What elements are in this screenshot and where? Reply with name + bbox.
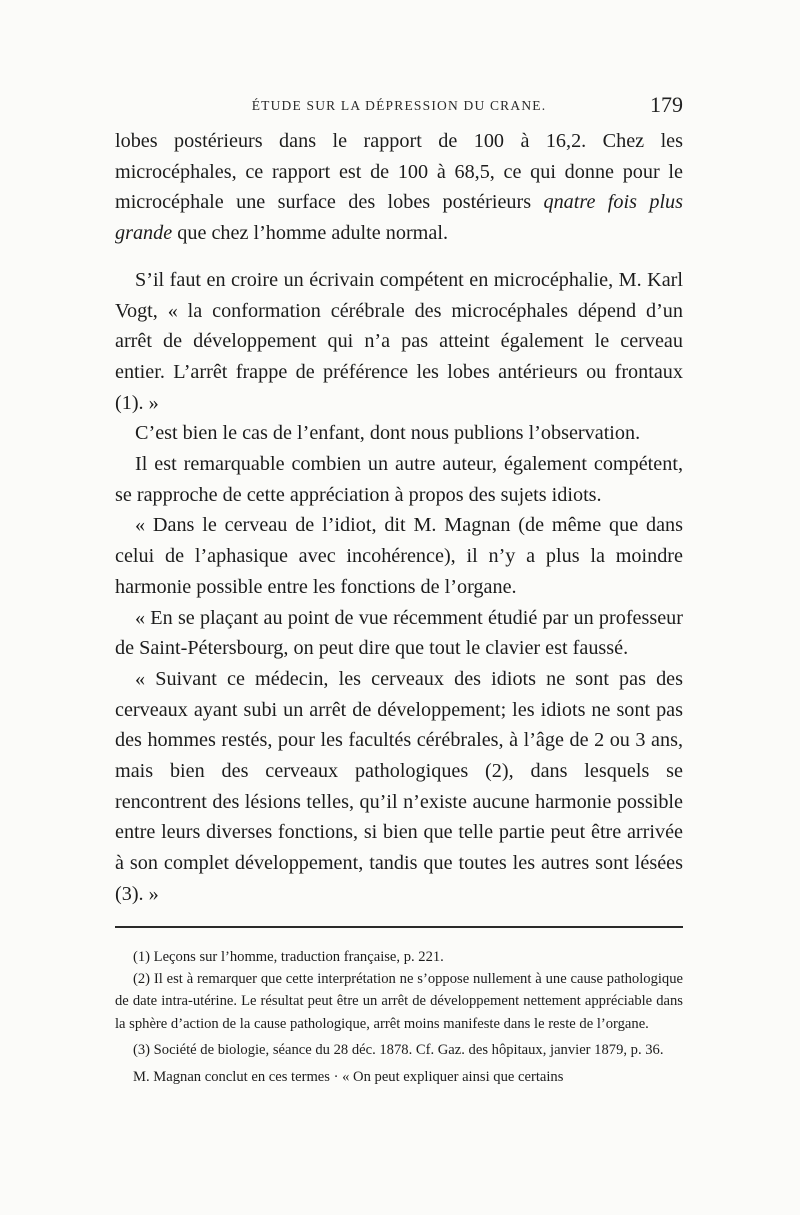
footnote-continuation: M. Magnan conclut en ces termes · « On peut expliquer ainsi que certains xyxy=(133,1068,564,1085)
book-page xyxy=(115,92,683,1088)
paragraph-5: « Dans le cerveau de l’idiot, dit M. Magnan (de même que dans celui de l’aphasique avec incohérence), il n’y a plus la moindre harmonie possible entre les fonctions de l’organe. xyxy=(115,514,683,598)
running-head xyxy=(115,92,683,124)
body-text xyxy=(115,126,683,910)
paragraph-7: « Suivant ce médecin, les cerveaux des idiots ne sont pas des cerveaux ayant subi un arrêt de développement; les idiots ne sont pas des hommes restés, pour les facultés cérébrales, à l’âge de 2 ou 3 ans, mais bien des cerveaux pathologiques (2), dans lesquels se rencontrent des lésions telles, qu’il n’existe aucune harmonie possible entre leurs diverses fonctions, si bien que telle partie peut être arrivée à son complet développement, tandis que toutes les autres sont lésées (3). » xyxy=(115,667,683,905)
paragraph-1 xyxy=(115,126,683,249)
paragraph-1-italic-a: qnatre fois plus xyxy=(543,191,684,214)
paragraph-6: « En se plaçant au point de vue récemment étudié par un professeur de Saint-Pétersbourg, on peut dire que tout le clavier est faussé. xyxy=(115,606,683,660)
footnote-1: (1) Leçons sur l’homme, traduction française, p. 221. xyxy=(133,948,444,965)
paragraph-4: Il est remarquable combien un autre auteur, également compétent, se rapproche de cette appréciation à propos des sujets idiots. xyxy=(115,453,683,506)
footnote-2: (2) Il est à remarquer que cette interprétation ne s’oppose nullement à une cause pathologique de date intra-utérine. Le résultat peut être un arrêt de développement nettement appréciable dans la sphère d’action de la cause pathologique, arrêt moins manifeste dans le reste de l’organe. xyxy=(115,970,683,1032)
footnotes xyxy=(115,946,683,1088)
page-number: 179 xyxy=(650,92,683,117)
paragraph-1-italic-b: grande xyxy=(115,222,173,245)
paragraph-2: S’il faut en croire un écrivain compétent en microcéphalie, M. Karl Vogt, « la conformation cérébrale des microcéphales dépend d’un arrêt de développement qui n’a pas atteint également le cerveau entier. L’arrêt frappe de préférence les lobes antérieurs ou frontaux (1). » xyxy=(115,268,683,414)
footnote-rule xyxy=(115,926,683,928)
paragraph-3: C’est bien le cas de l’enfant, dont nous publions l’observation. xyxy=(135,422,641,445)
paragraph-1-text-end: que chez l’homme adulte normal. xyxy=(172,222,448,245)
paragraph-1-text: lobes postérieurs dans le rapport de 100 à 16,2. Chez les microcéphales, ce rapport est de 100 à 68,5, ce qui donne pour le microcéphale une surface des lobes postérieurs xyxy=(115,130,683,214)
footnote-3: (3) Société de biologie, séance du 28 déc. 1878. Cf. Gaz. des hôpitaux, janvier 1879, p. 36. xyxy=(133,1042,664,1059)
running-title: ÉTUDE SUR LA DÉPRESSION DU CRANE. xyxy=(251,98,547,113)
